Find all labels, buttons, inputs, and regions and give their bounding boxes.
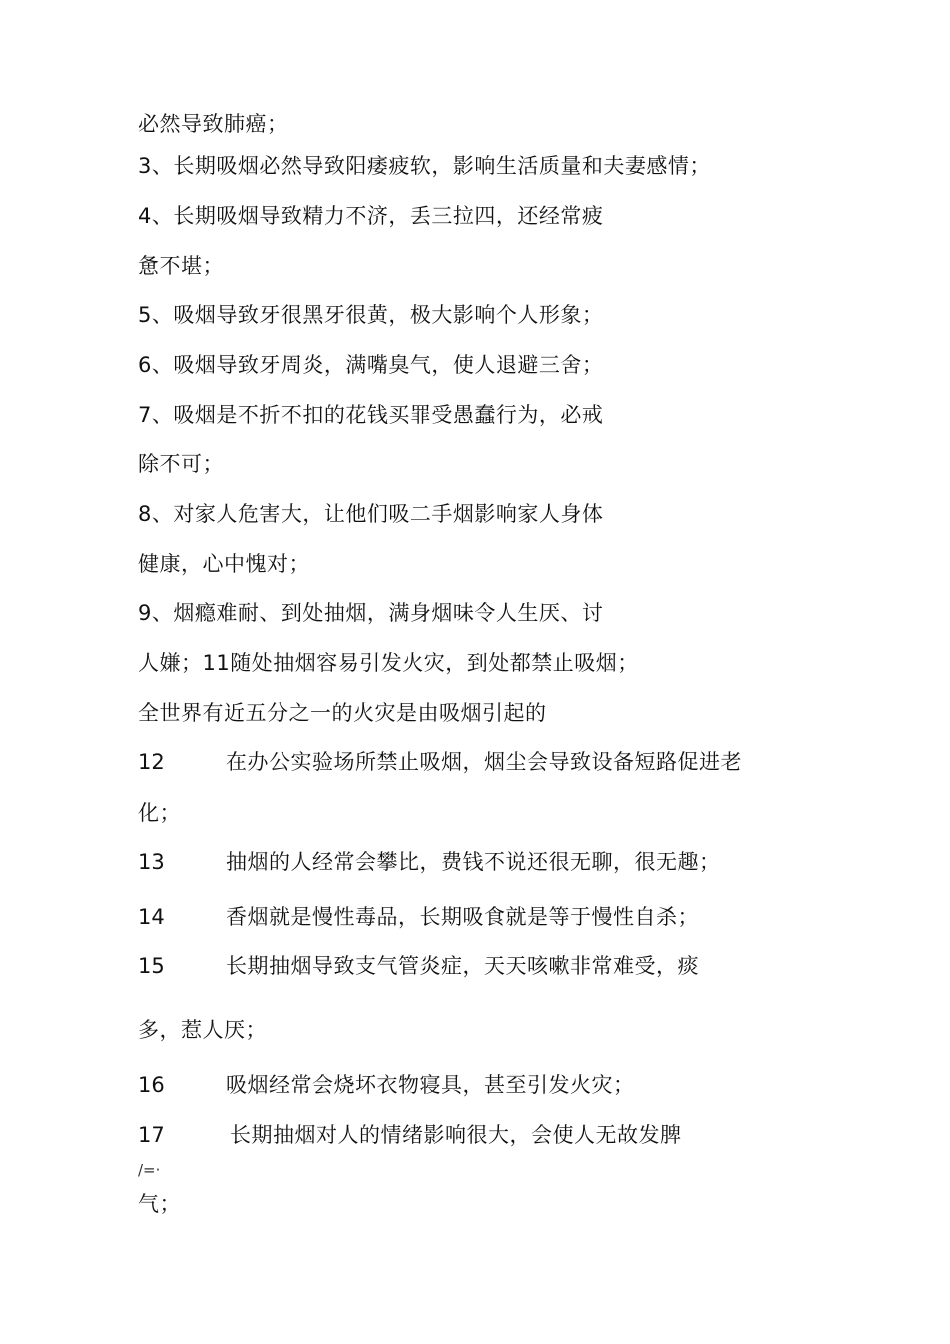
text-line: 5、吸烟导致牙很黑牙很黄，极大影响个人形象； <box>138 303 604 327</box>
item-number: 13 <box>138 850 165 874</box>
item-number: 17 <box>138 1123 165 1147</box>
text-line: 健康，心中愧对； <box>138 552 310 576</box>
text-line: 必然导致肺癌； <box>138 112 289 136</box>
text-line: 多，惹人厌； <box>138 1018 267 1042</box>
text-line: 6、吸烟导致牙周炎，满嘴臭气，使人退避三舍； <box>138 353 604 377</box>
item-text: 长期抽烟对人的情绪影响很大，会使人无故发脾 <box>230 1123 682 1147</box>
text-line: 惫不堪； <box>138 254 224 278</box>
text-line: 气； <box>138 1192 181 1216</box>
text-line: 人嫌；11随处抽烟容易引发火灾，到处都禁止吸烟； <box>138 651 639 675</box>
item-text: 在办公实验场所禁止吸烟，烟尘会导致设备短路促进老 <box>226 750 742 774</box>
item-text: 吸烟经常会烧坏衣物寝具，甚至引发火灾； <box>226 1073 635 1097</box>
item-number: 15 <box>138 954 165 978</box>
item-number: 12 <box>138 750 165 774</box>
text-line: 除不可； <box>138 452 224 476</box>
text-line: 3、长期吸烟必然导致阳痿疲软，影响生活质量和夫妻感情； <box>138 154 711 178</box>
item-number: 16 <box>138 1073 165 1097</box>
text-line: 4、长期吸烟导致精力不济，丢三拉四，还经常疲 <box>138 204 604 228</box>
text-line: 7、吸烟是不折不扣的花钱买罪受愚蠢行为，必戒 <box>138 403 604 427</box>
text-line: 8、对家人危害大，让他们吸二手烟影响家人身体 <box>138 502 604 526</box>
stray-mark: /=· <box>138 1161 161 1179</box>
item-text: 抽烟的人经常会攀比，费钱不说还很无聊，很无趣； <box>226 850 721 874</box>
text-line: 9、烟瘾难耐、到处抽烟，满身烟味令人生厌、讨 <box>138 601 604 625</box>
text-line: 全世界有近五分之一的火灾是由吸烟引起的 <box>138 701 547 725</box>
item-number: 14 <box>138 905 165 929</box>
item-text: 长期抽烟导致支气管炎症，天天咳嗽非常难受，痰 <box>226 954 699 978</box>
text-line: 化； <box>138 801 181 825</box>
item-text: 香烟就是慢性毒品，长期吸食就是等于慢性自杀； <box>226 905 699 929</box>
